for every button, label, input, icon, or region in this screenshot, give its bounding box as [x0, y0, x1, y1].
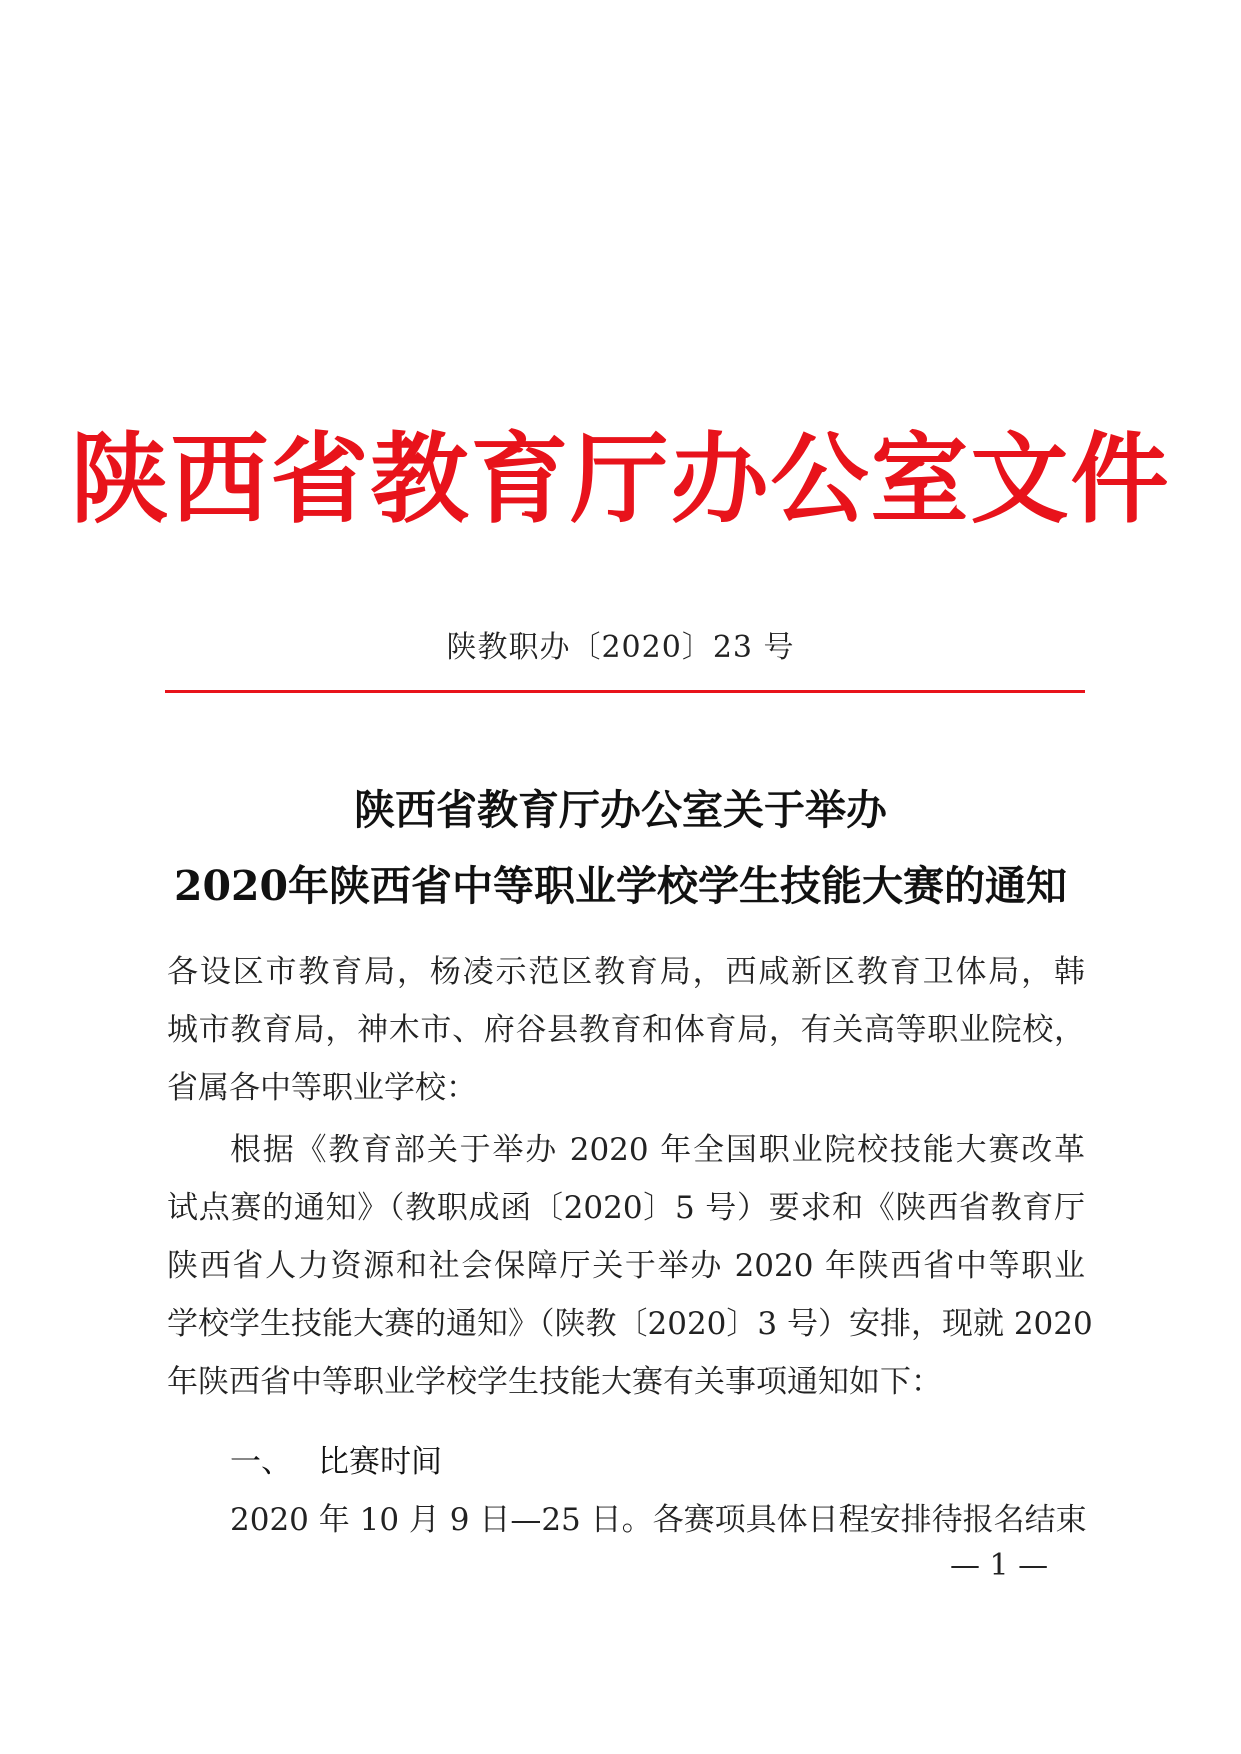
recipients-line-1: 各设区市教育局，杨凌示范区教育局，西咸新区教育卫体局，韩: [167, 954, 1085, 990]
recipients-line-3: 省属各中等职业学校：: [167, 1070, 477, 1106]
intro-line-4: 学校学生技能大赛的通知》（陕教〔2020〕3 号）安排，现就 2020: [167, 1306, 1093, 1342]
section-1-title: 比赛时间: [318, 1444, 442, 1480]
section-1-heading: [230, 1440, 442, 1484]
document-title-line-2: 2020年陕西省中等职业学校学生技能大赛的通知: [173, 862, 1068, 910]
section-1-text: 2020 年 10 月 9 日—25 日。各赛项具体日程安排待报名结束: [230, 1502, 1087, 1538]
section-1-number: 一、: [230, 1444, 292, 1480]
intro-line-5: 年陕西省中等职业学校学生技能大赛有关事项通知如下：: [167, 1364, 942, 1400]
document-title-line-1: 陕西省教育厅办公室关于举办: [354, 786, 887, 834]
document-number: 陕教职办〔2020〕23 号: [446, 630, 795, 665]
page-number: — 1 —: [950, 1548, 1049, 1583]
intro-line-1: 根据《教育部关于举办 2020 年全国职业院校技能大赛改革: [230, 1132, 1085, 1168]
intro-line-2: 试点赛的通知》（教职成函〔2020〕5 号）要求和《陕西省教育厅: [167, 1190, 1085, 1226]
intro-line-3: 陕西省人力资源和社会保障厅关于举办 2020 年陕西省中等职业: [167, 1248, 1085, 1284]
red-divider-line: [165, 690, 1085, 693]
recipients-line-2: 城市教育局，神木市、府谷县教育和体育局，有关高等职业院校，: [167, 1012, 1085, 1048]
document-masthead: 陕西省教育厅办公室文件: [70, 423, 1171, 537]
